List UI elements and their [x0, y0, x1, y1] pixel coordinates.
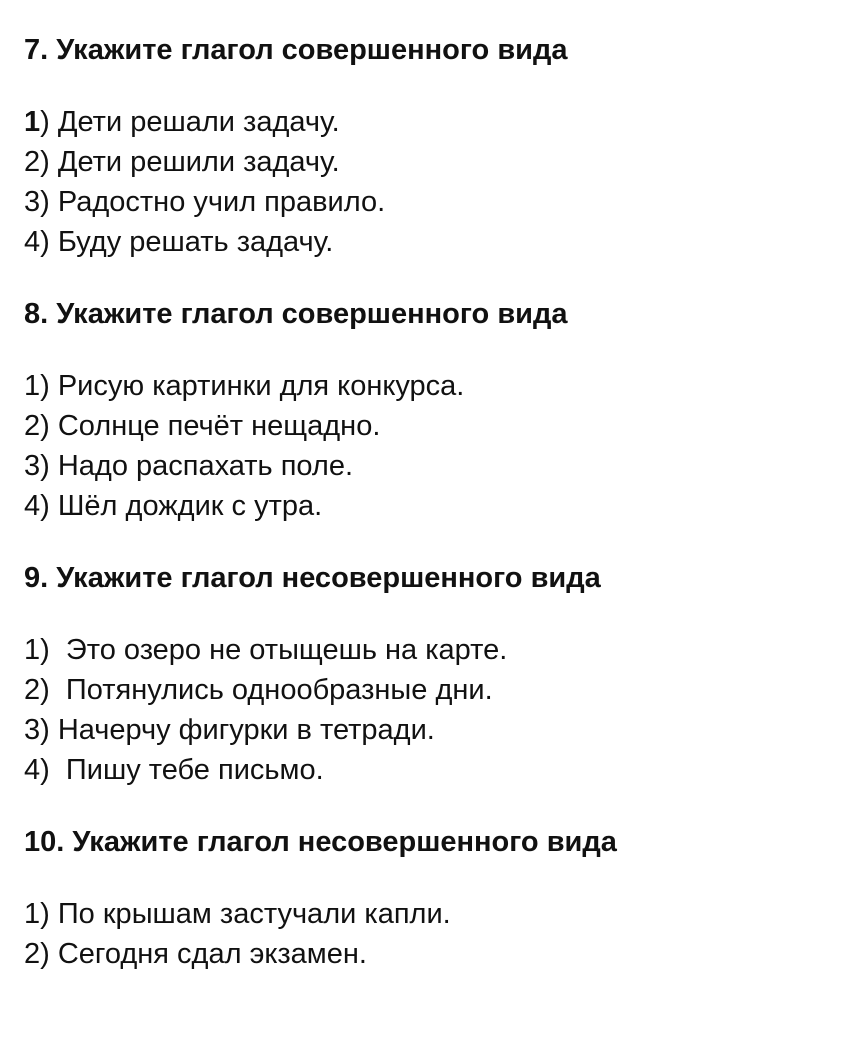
answer-option — [24, 102, 844, 142]
answer-option: 4) Пишу тебе письмо. — [24, 754, 324, 786]
answer-list — [24, 630, 844, 790]
question-title: 9. Укажите глагол несовершенного вида — [24, 562, 601, 594]
question-title: 8. Укажите глагол совершенного вида — [24, 298, 568, 330]
answer-option: 3) Радостно учил правило. — [24, 186, 386, 218]
answer-option: 4) Шёл дождик с утра. — [24, 490, 323, 522]
answer-list — [24, 102, 844, 262]
answer-option: 3) Надо распахать поле. — [24, 450, 354, 482]
answer-list — [24, 894, 844, 974]
answer-option: 1) По крышам застучали капли. — [24, 898, 451, 930]
question-7 — [24, 30, 844, 262]
answer-text: ) Дети решали задачу. — [40, 106, 340, 138]
question-8 — [24, 294, 844, 526]
answer-list — [24, 366, 844, 526]
question-9 — [24, 558, 844, 790]
worksheet-page — [24, 30, 844, 974]
answer-option: 4) Буду решать задачу. — [24, 226, 334, 258]
answer-option: 2) Солнце печёт нещадно. — [24, 410, 381, 442]
question-10 — [24, 822, 844, 974]
answer-option: 2) Дети решили задачу. — [24, 146, 340, 178]
question-title: 10. Укажите глагол несовершенного вида — [24, 826, 617, 858]
answer-option: 2) Потянулись однообразные дни. — [24, 674, 493, 706]
answer-option: 3) Начерчу фигурки в тетради. — [24, 714, 435, 746]
answer-option: 2) Сегодня сдал экзамен. — [24, 938, 367, 970]
answer-option: 1) Рисую картинки для конкурса. — [24, 370, 465, 402]
answer-number: 1 — [24, 106, 41, 138]
question-title: 7. Укажите глагол совершенного вида — [24, 34, 568, 66]
answer-option: 1) Это озеро не отыщешь на карте. — [24, 634, 508, 666]
